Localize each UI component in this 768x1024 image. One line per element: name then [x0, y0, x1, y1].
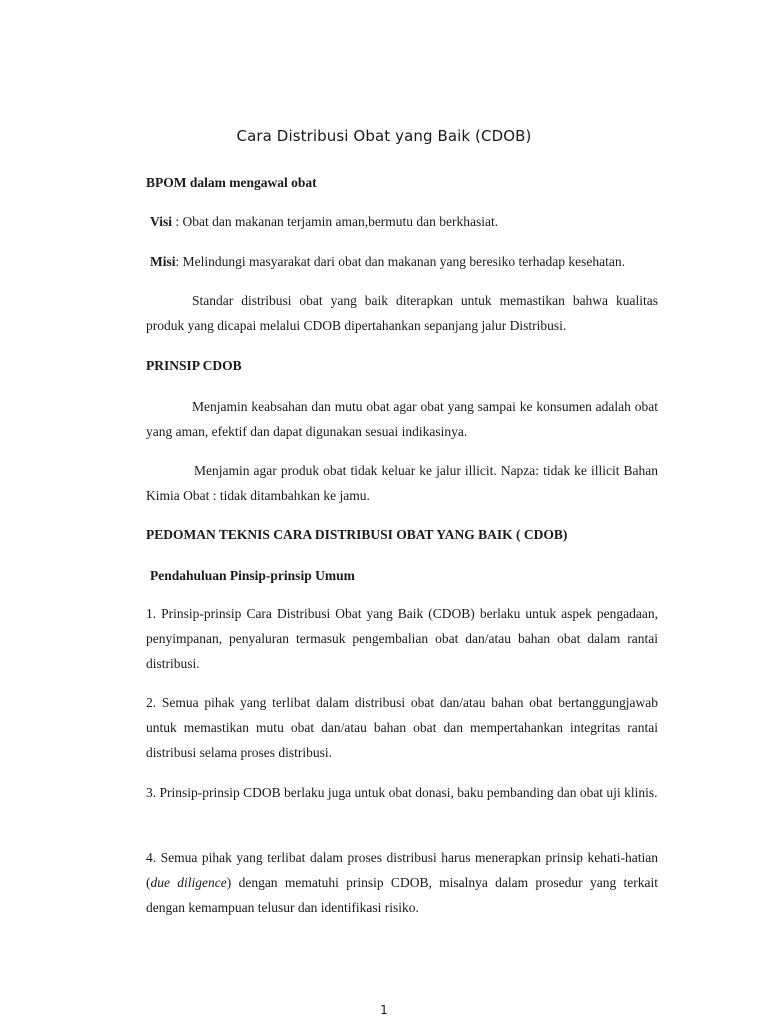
list-item-2: 2. Semua pihak yang terlibat dalam distribusi obat dan/atau bahan obat bertanggungjawab untuk memastikan mutu obat dan/atau bahan obat dan mempertahankan integritas rantai distribusi selama proses distribusi.: [146, 695, 658, 760]
heading-pedoman: PEDOMAN TEKNIS CARA DISTRIBUSI OBAT YANG BAIK ( CDOB): [146, 527, 568, 542]
misi-text: : Melindungi masyarakat dari obat dan makanan yang beresiko terhadap kesehatan.: [175, 254, 625, 269]
page-number: 1: [380, 1003, 388, 1017]
list-item-4-text-a: 4. Semua pihak yang terlibat dalam proses distribusi harus menerapkan prinsip kehati-hatian (: [146, 850, 658, 890]
paragraph-prinsip-2: Menjamin agar produk obat tidak keluar ke jalur illicit. Napza: tidak ke illicit Bahan Kimia Obat : tidak ditambahkan ke jamu.: [146, 463, 658, 503]
visi-label: Visi: [150, 214, 173, 229]
paragraph-prinsip-1: Menjamin keabsahan dan mutu obat agar obat yang sampai ke konsumen adalah obat yang aman, efektif dan dapat digunakan sesuai indikasinya.: [146, 399, 658, 439]
list-item-4-emphasis: due diligence: [150, 875, 227, 890]
list-item-3: 3. Prinsip-prinsip CDOB berlaku juga untuk obat donasi, baku pembanding dan obat uji klinis.: [146, 785, 658, 800]
heading-prinsip-cdob: PRINSIP CDOB: [146, 358, 242, 373]
visi-text: : Obat dan makanan terjamin aman,bermutu dan berkhasiat.: [172, 214, 499, 229]
list-item-4: [146, 845, 658, 920]
list-item-1: 1. Prinsip-prinsip Cara Distribusi Obat yang Baik (CDOB) berlaku untuk aspek pengadaan, penyimpanan, penyaluran termasuk pengembalian obat dan/atau bahan obat dalam rantai distribusi.: [146, 606, 658, 671]
paragraph-standar: Standar distribusi obat yang baik diterapkan untuk memastikan bahwa kualitas produk yang dicapai melalui CDOB dipertahankan sepanjang jalur Distribusi.: [146, 293, 658, 333]
list-item-4-text-b: ) dengan mematuhi prinsip CDOB, misalnya dalam prosedur yang terkait dengan kemampuan telusur dan identifikasi risiko.: [146, 875, 658, 915]
heading-bpom: BPOM dalam mengawal obat: [146, 175, 317, 190]
heading-pendahuluan: Pendahuluan Pinsip-prinsip Umum: [150, 568, 355, 583]
visi-paragraph: [150, 209, 662, 234]
misi-label: Misi: [150, 254, 176, 269]
document-title: Cara Distribusi Obat yang Baik (CDOB): [236, 127, 532, 145]
misi-paragraph: [150, 249, 670, 274]
